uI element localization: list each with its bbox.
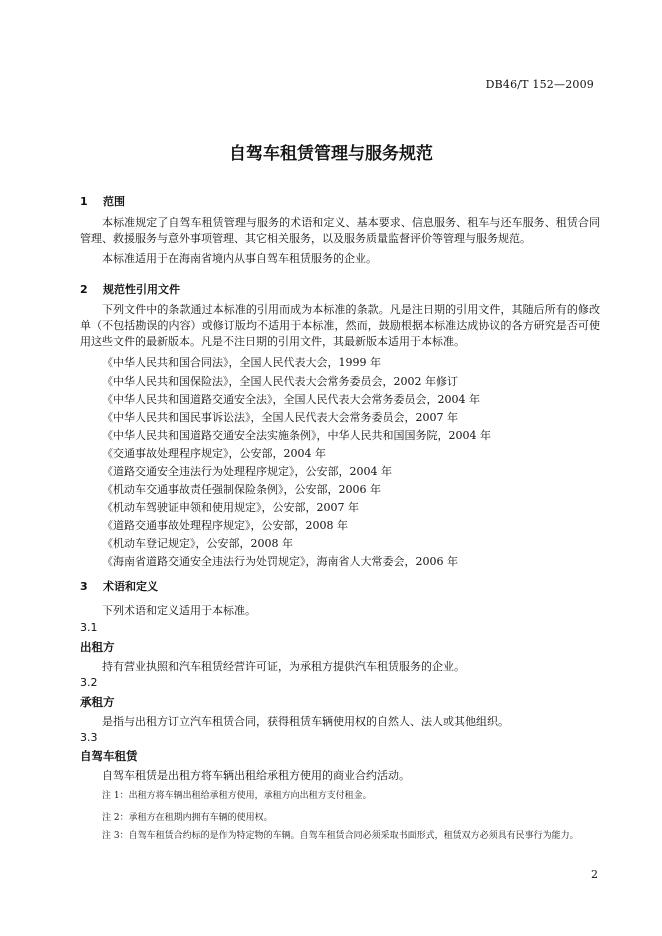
term-number: 3.2 [80,676,98,689]
note: 注 2：承租方在租期内拥有车辆的使用权。 [102,813,273,823]
term-title: 承租方 [80,695,115,709]
section-title: 范围 [103,195,125,208]
standard-code: DB46/T 152—2009 [485,78,594,91]
reference-item: 《机动车交通事故责任强制保险条例》，公安部，2006 年 [102,483,381,496]
document-title: 自驾车租赁管理与服务规范 [229,144,433,164]
reference-item: 《道路交通安全违法行为处理程序规定》，公安部，2004 年 [102,465,392,478]
section-2-heading [80,281,180,297]
reference-item: 《道路交通事故处理程序规定》，公安部，2008 年 [102,519,348,532]
term-definition: 是指与出租方订立汽车租赁合同，获得租赁车辆使用权的自然人、法人或其他组织。 [102,715,509,728]
section-number: 3 [80,580,88,593]
section-2-intro: 下列文件中的条款通过本标准的引用而成为本标准的条款。凡是注日期的引用文件，其随后所有的修改单（不包括勘误的内容）或修订版均不适用于本标准，然而，鼓励根据本标准达成协议的各方研究是否可使用这些文件的最新版本。凡是不注日期的引用文件，其最新版本适用于本标准。 [80,303,600,348]
reference-item: 《中华人民共和国保险法》，全国人民代表大会常务委员会，2002 年修订 [102,375,458,388]
note: 注 3：自驾车租赁合约标的是作为特定物的车辆。自驾车租赁合同必须采取书面形式，租赁双方必须具有民事行为能力。 [102,831,579,841]
section-title: 规范性引用文件 [103,283,180,296]
reference-item: 《中华人民共和国道路交通安全法》，全国人民代表大会常务委员会，2004 年 [102,393,480,406]
section-1-paragraph-2: 本标准适用于在海南省境内从事自驾车租赁服务的企业。 [102,252,377,265]
reference-item: 《中华人民共和国民事诉讼法》，全国人民代表大会常务委员会，2007 年 [102,411,458,424]
section-1-heading [80,193,125,209]
note: 注 1：出租方将车辆出租给承租方使用，承租方向出租方支付租金。 [102,791,372,801]
reference-item: 《机动车登记规定》，公安部，2008 年 [102,537,293,550]
section-3-heading [80,578,158,594]
reference-item: 《机动车驾驶证申领和使用规定》，公安部，2007 年 [102,501,359,514]
reference-item: 《海南省道路交通安全违法行为处罚规定》，海南省人大常委会，2006 年 [102,555,458,568]
term-definition: 持有营业执照和汽车租赁经营许可证，为承租方提供汽车租赁服务的企业。 [102,660,465,673]
section-number: 1 [80,195,88,208]
reference-item: 《交通事故处理程序规定》，公安部，2004 年 [102,447,326,460]
term-title: 出租方 [80,640,115,654]
section-3-intro: 下列术语和定义适用于本标准。 [102,604,256,617]
page-number: 2 [591,868,598,881]
term-definition: 自驾车租赁是出租方将车辆出租给承租方使用的商业合约活动。 [102,769,410,782]
reference-item: 《中华人民共和国合同法》，全国人民代表大会，1999 年 [102,356,381,369]
section-1-paragraph-1: 本标准规定了自驾车租赁管理与服务的术语和定义、基本要求、信息服务、租车与还车服务、租赁合同管理、救援服务与意外事项管理、其它相关服务，以及服务质量监督评价等管理与服务规范。 [80,216,600,245]
section-number: 2 [80,283,88,296]
term-title: 自驾车租赁 [80,749,138,763]
term-number: 3.3 [80,731,98,744]
section-title: 术语和定义 [103,580,158,593]
term-number: 3.1 [80,621,98,634]
reference-item: 《中华人民共和国道路交通安全法实施条例》，中华人民共和国国务院，2004 年 [102,429,491,442]
